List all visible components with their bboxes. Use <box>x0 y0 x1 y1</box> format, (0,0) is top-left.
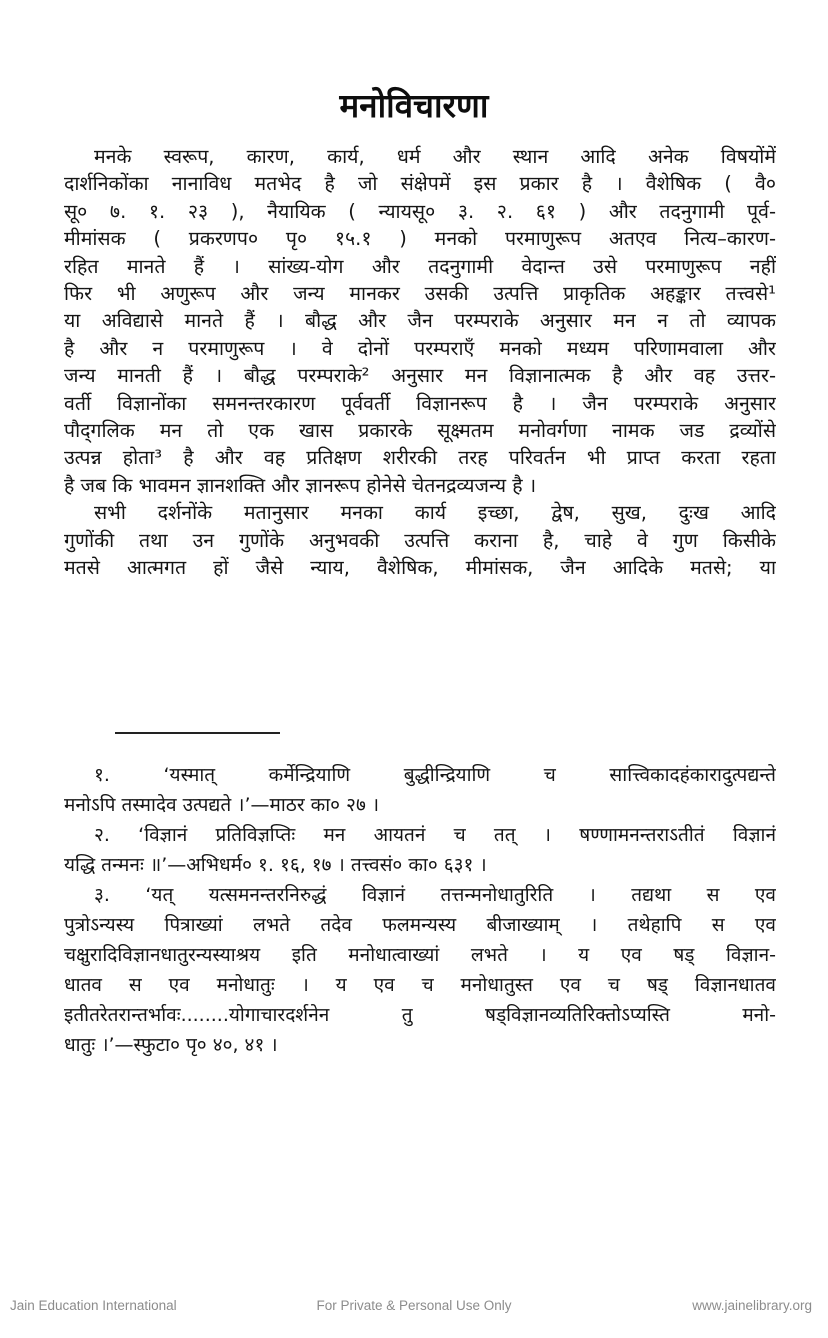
text-line: है जब कि भावमन ज्ञानशक्ति और ज्ञानरूप होनेसे चेतनद्रव्यजन्य है । <box>64 473 537 497</box>
footnote-line: २. ‘विज्ञानं प्रतिविज्ञप्तिः मन आयतनं च तत् । षण्णामनन्तराऽतीतं विज्ञानं <box>94 824 776 846</box>
footnote-3 <box>64 880 776 1060</box>
paragraph-1 <box>64 143 776 499</box>
footnote-line: ३. ‘यत् यत्समनन्तरनिरुद्धं विज्ञानं तत्तन्मनोधातुरिति । तद्यथा स एव <box>94 884 776 906</box>
text-line: मनके स्वरूप, कारण, कार्य, धर्म और स्थान आदि अनेक विषयोंमें <box>94 145 776 168</box>
text-line: सभी दर्शनोंके मतानुसार मनका कार्य इच्छा, द्वेष, सुख, दुःख आदि <box>94 501 776 525</box>
footnote-line: पुत्रोऽन्यस्य पित्राख्यां लभते तदेव फलमन्यस्य बीजाख्याम् । तथेहापि स एव <box>64 914 776 936</box>
footnote-line: यद्धि तन्मनः ॥’—अभिधर्म० १. १६, १७ । तत्त्वसं० का० ६३१ । <box>64 854 487 876</box>
text-line: जन्य मानती हैं । बौद्ध परम्पराके² अनुसार मन विज्ञानात्मक है और वह उत्तर- <box>64 364 776 388</box>
text-line: उत्पन्न होता³ है और वह प्रतिक्षण शरीरकी तरह परिवर्तन भी प्राप्त करता रहता <box>64 446 776 470</box>
footnote-line: १. ‘यस्मात् कर्मेन्द्रियाणि बुद्धीन्द्रियाणि च सात्त्विकादहंकारादुत्पद्यन्ते <box>94 764 776 786</box>
footnote-line: मनोऽपि तस्मादेव उत्पद्यते ।’—माठर का० २७ । <box>64 794 380 816</box>
text-line: फिर भी अणुरूप और जन्य मानकर उसकी उत्पत्ति प्राकृतिक अहङ्कार तत्त्वसे¹ <box>64 282 776 306</box>
footnote-1 <box>64 760 776 820</box>
footer-usage-note: For Private & Personal Use Only <box>316 1298 512 1313</box>
main-text <box>64 143 776 582</box>
footnote-line: धातव स एव मनोधातुः । य एव च मनोधातुस्त एव च षड् विज्ञानधातव <box>64 974 776 996</box>
page-footer <box>0 1298 828 1318</box>
text-line: पौद्‌गलिक मन तो एक खास प्रकारके सूक्ष्मतम मनोवर्गणा नामक जड द्रव्योंसे <box>64 419 776 443</box>
text-line: वर्ती विज्ञानोंका समनन्तरकारण पूर्ववर्ती विज्ञानरूप है । जैन परम्पराके अनुसार <box>64 391 776 415</box>
footnote-line: धातुः ।’—स्फुटा० पृ० ४०, ४१ । <box>64 1034 278 1056</box>
text-line: सू० ७. १. २३ ), नैयायिक ( न्यायसू० ३. २. ६१ ) और तदनुगामी पूर्व- <box>64 199 776 223</box>
page-title: मनोविचारणा <box>339 86 489 125</box>
text-line: गुणोंकी तथा उन गुणोंके अनुभवकी उत्पत्ति कराना है, चाहे वे गुण किसीके <box>64 528 776 552</box>
footnotes <box>64 760 776 1060</box>
text-line: मीमांसक ( प्रकरणप० पृ० १५.१ ) मनको परमाणुरूप अतएव नित्य–कारण- <box>64 227 776 251</box>
text-line: या अविद्यासे मानते हैं । बौद्ध और जैन परम्पराके अनुसार मन न तो व्यापक <box>64 309 776 333</box>
text-line: दार्शनिकोंका नानाविध मतभेद है जो संक्षेपमें इस प्रकार है । वैशेषिक ( वै० <box>64 172 776 196</box>
text-line: है और न परमाणुरूप । वे दोनों परम्पराएँ मनको मध्यम परिणामवाला और <box>64 336 776 360</box>
text-line: रहित मानते हैं । सांख्य-योग और तदनुगामी वेदान्त उसे परमाणुरूप नहीं <box>64 254 776 278</box>
footnote-separator <box>115 732 280 734</box>
paragraph-2 <box>64 499 776 581</box>
footer-website-link[interactable]: www.jainelibrary.org <box>692 1298 812 1313</box>
text-line: मतसे आत्मगत हों जैसे न्याय, वैशेषिक, मीमांसक, जैन आदिके मतसे; या <box>64 556 776 580</box>
footnote-2 <box>64 820 776 880</box>
footnote-line: इतीतरेतरान्तर्भावः........योगाचारदर्शनेन तु षड्विज्ञानव्यतिरिक्तोऽप्यस्ति मनो- <box>64 1004 776 1026</box>
footnote-line: चक्षुरादिविज्ञानधातुरन्यस्याश्रय इति मनोधात्वाख्यां लभते । य एव षड् विज्ञान- <box>64 944 776 966</box>
footer-publisher: Jain Education International <box>10 1298 177 1313</box>
